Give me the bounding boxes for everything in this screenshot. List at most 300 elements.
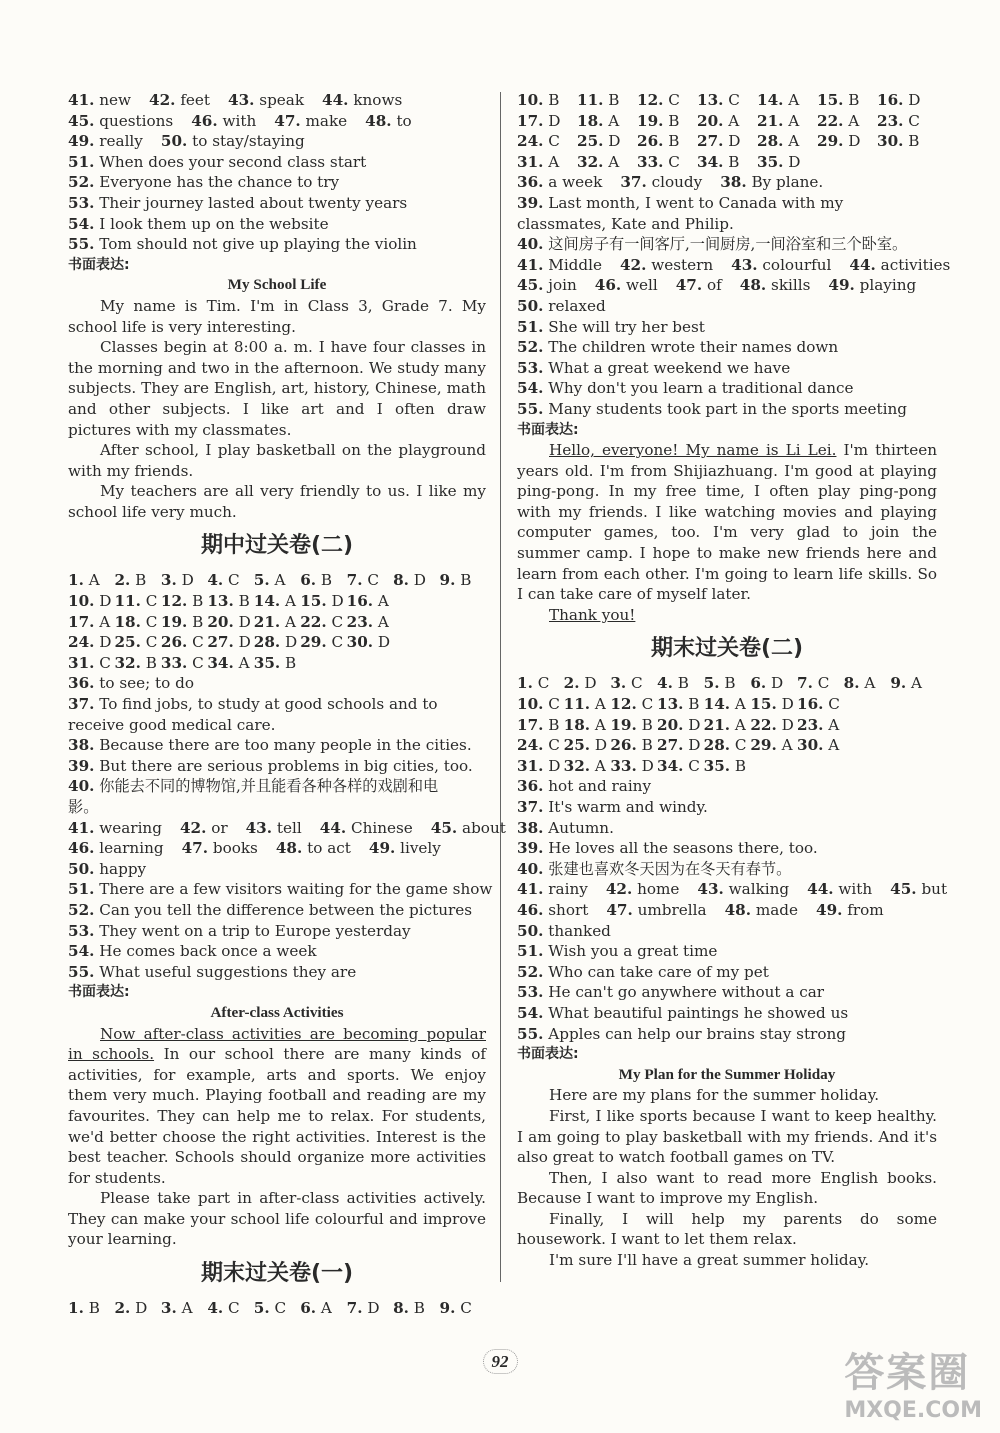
- question-number: 2.: [563, 674, 580, 693]
- answer-item: [517, 194, 843, 233]
- question-number: 17.: [517, 111, 544, 130]
- question-number: 38.: [68, 736, 95, 755]
- answer-item: [365, 112, 412, 130]
- question-number: 9.: [439, 571, 456, 590]
- choice-letter: C: [631, 674, 643, 693]
- choice-letter: C: [734, 736, 747, 755]
- essay-text: In our school there are many kinds of activities, for example, arts and sports. We enjoy them very much. Playing football and reading are my favourites. They can help me to relax. For students, we'd better choose the right activities. Interest is the best teacher. Schools should organize more activities for students.: [68, 1045, 486, 1187]
- answer-text: The children wrote their names down: [548, 338, 839, 357]
- question-number: 45.: [890, 880, 917, 899]
- answer-text: happy: [99, 859, 147, 878]
- question-number: 43.: [731, 255, 758, 274]
- mc-answer: [564, 694, 611, 715]
- question-number: 30.: [797, 736, 824, 755]
- question-number: 45.: [430, 818, 458, 837]
- mc-empty-cell: [890, 735, 937, 756]
- question-number: 34.: [207, 653, 234, 672]
- essay-closing: [517, 605, 937, 626]
- answer-text: to: [396, 111, 412, 130]
- essay-title: My Plan for the Summer Holiday: [618, 1065, 836, 1083]
- choice-letter: B: [734, 756, 747, 775]
- choice-letter: C: [828, 695, 840, 714]
- answer-line: [68, 152, 486, 173]
- mc-answer: [517, 131, 577, 152]
- choice-letter: A: [848, 111, 860, 130]
- mc-answers-final-2: [517, 673, 937, 776]
- answer-item: [890, 880, 947, 898]
- mc-empty-cell: [890, 694, 937, 715]
- left-answers-block1: [68, 90, 486, 255]
- mc-answer: [68, 1298, 114, 1319]
- choice-letter: C: [641, 695, 654, 714]
- question-number: 24.: [517, 132, 544, 151]
- answer-item: [68, 173, 339, 191]
- question-number: 22.: [750, 715, 777, 734]
- answer-item: [68, 736, 472, 754]
- question-number: 53.: [68, 193, 95, 212]
- question-number: 42.: [179, 818, 207, 837]
- question-number: 40.: [517, 859, 544, 878]
- mc-answer: [347, 632, 393, 653]
- mc-answer: [517, 694, 564, 715]
- answer-item: [517, 1025, 846, 1043]
- question-number: 38.: [720, 173, 747, 192]
- answer-text: questions: [99, 111, 174, 130]
- choice-letter: A: [548, 152, 560, 171]
- answer-text: Tom should not give up playing the violin: [99, 235, 417, 254]
- choice-letter: B: [688, 695, 700, 714]
- answer-item: [68, 91, 131, 109]
- mc-answer: [161, 612, 207, 633]
- question-number: 46.: [191, 111, 218, 130]
- mc-empty-cell: [393, 632, 439, 653]
- answer-line: [517, 296, 937, 317]
- choice-letter: B: [724, 674, 736, 693]
- mc-answer: [797, 694, 844, 715]
- question-number: 21.: [253, 612, 281, 631]
- mc-empty-cell: [347, 653, 393, 674]
- choice-letter: D: [135, 1299, 148, 1318]
- choice-letter: D: [608, 132, 621, 151]
- mc-answer: [697, 131, 757, 152]
- mc-empty-cell: [440, 632, 486, 653]
- section-title-final-2: 期末过关卷(二): [650, 636, 804, 662]
- answer-text: She will try her best: [548, 317, 705, 336]
- question-number: 33.: [160, 653, 188, 672]
- answer-line: [68, 962, 486, 983]
- mc-answer: [254, 591, 300, 612]
- answer-text: umbrella: [637, 900, 707, 919]
- mc-answer: [517, 756, 564, 777]
- question-number: 44.: [807, 880, 834, 899]
- essay-after-class-activities: [68, 1003, 486, 1250]
- question-number: 36.: [517, 173, 544, 192]
- choice-letter: A: [285, 612, 296, 631]
- answer-text: What a great weekend we have: [548, 358, 791, 377]
- essay-title: My School Life: [227, 276, 327, 294]
- mc-answer: [114, 591, 160, 612]
- mc-empty-cell: [890, 715, 937, 736]
- question-number: 22.: [817, 111, 844, 130]
- question-number: 47.: [181, 839, 209, 858]
- question-number: 26.: [637, 132, 664, 151]
- question-number: 19.: [610, 715, 637, 734]
- choice-letter: B: [460, 571, 472, 590]
- answer-text: Apples can help our brains stay strong: [548, 1024, 846, 1043]
- answer-item: [68, 880, 492, 898]
- answer-text: rainy: [548, 880, 588, 899]
- question-number: 33.: [637, 152, 664, 171]
- answer-line: [68, 694, 486, 735]
- answer-text: What useful suggestions they are: [99, 962, 357, 981]
- answer-text: cloudy: [651, 173, 703, 192]
- question-number: 23.: [797, 715, 824, 734]
- answer-item: [149, 91, 210, 109]
- question-number: 9.: [439, 1299, 456, 1318]
- answer-text: By plane.: [751, 173, 824, 192]
- answer-item: [68, 963, 356, 981]
- choice-letter: D: [548, 111, 561, 130]
- answer-text: with: [222, 111, 257, 130]
- question-number: 21.: [757, 111, 784, 130]
- mc-answer: [757, 152, 817, 173]
- mc-empty-cell: [393, 612, 439, 633]
- choice-letter: A: [274, 571, 286, 590]
- question-number: 8.: [393, 1299, 409, 1318]
- question-number: 14.: [757, 91, 784, 109]
- choice-letter: C: [548, 695, 560, 714]
- choice-letter: D: [688, 736, 701, 755]
- essay-title: After-class Activities: [210, 1003, 344, 1021]
- choice-letter: A: [734, 695, 746, 714]
- mc-empty-cell: [844, 735, 891, 756]
- answer-text: It's warm and windy.: [548, 798, 708, 816]
- answer-text: home: [637, 880, 680, 899]
- answer-item: [720, 173, 823, 191]
- choice-letter: D: [377, 633, 391, 652]
- mc-answer: [610, 694, 657, 715]
- mc-answers-midterm-2: [68, 570, 486, 673]
- question-number: 52.: [68, 900, 95, 919]
- question-number: 10.: [517, 91, 544, 109]
- answer-line: [68, 90, 486, 111]
- mc-answer: [637, 90, 697, 111]
- essay-paragraph: Classes begin at 8:00 a. m. I have four classes in the morning and two in the afternoon. We study many subjects. They are English, art, history, Chinese, math and other subjects. I like art and I often draw pictures with my classmates.: [68, 338, 486, 439]
- answer-text: He comes back once a week: [99, 942, 317, 961]
- essay-paragraph: Here are my plans for the summer holiday.: [549, 1086, 880, 1105]
- essay-paragraph: First, I like sports because I want to keep healthy. I am going to play basketball with my friends. And it's also great to watch football games on TV.: [517, 1106, 937, 1167]
- answer-line: [517, 941, 937, 962]
- writing-label: 书面表达:: [68, 984, 130, 1001]
- question-number: 2.: [114, 1299, 131, 1318]
- choice-letter: C: [228, 571, 240, 590]
- choice-letter: D: [99, 592, 112, 611]
- answer-item: [849, 256, 950, 274]
- answer-line: [68, 172, 486, 193]
- question-number: 26.: [160, 633, 188, 652]
- choice-letter: B: [135, 571, 147, 590]
- question-number: 13.: [207, 592, 234, 611]
- answer-item: [68, 839, 164, 857]
- answer-item: [517, 963, 769, 981]
- question-number: 48.: [365, 111, 392, 130]
- question-number: 51.: [517, 942, 544, 961]
- question-number: 32.: [577, 152, 604, 171]
- question-number: 38.: [517, 818, 544, 837]
- answer-line: [517, 838, 937, 859]
- mc-answer: [564, 735, 611, 756]
- choice-letter: D: [99, 633, 112, 652]
- question-number: 24.: [517, 736, 544, 755]
- answer-text: Chinese: [350, 818, 413, 837]
- question-number: 24.: [68, 633, 95, 652]
- choice-letter: B: [641, 715, 653, 734]
- mc-answer: [750, 735, 797, 756]
- answer-text: He loves all the seasons there, too.: [548, 839, 818, 858]
- watermark: [844, 1341, 982, 1423]
- answer-line: [517, 797, 937, 818]
- question-number: 16.: [797, 695, 824, 714]
- question-number: 25.: [563, 736, 591, 755]
- question-number: 12.: [160, 592, 188, 611]
- answer-item: [191, 112, 256, 130]
- mc-empty-cell: [440, 653, 486, 674]
- answer-text: I look them up on the website: [99, 214, 329, 233]
- mc-answer: [704, 756, 751, 777]
- mc-answer: [577, 152, 637, 173]
- answer-item: [828, 276, 916, 294]
- mc-answer: [817, 111, 877, 132]
- question-number: 55.: [68, 962, 95, 981]
- choice-letter: A: [828, 715, 840, 734]
- answer-item: [620, 173, 702, 191]
- choice-letter: B: [413, 1299, 425, 1318]
- choice-letter: B: [608, 91, 620, 109]
- answer-text: Many students took part in the sports meeting: [548, 399, 907, 418]
- question-number: 29.: [817, 132, 844, 151]
- choice-letter: A: [781, 736, 793, 755]
- answer-item: [68, 777, 438, 816]
- answer-text: What beautiful paintings he showed us: [548, 1003, 849, 1022]
- choice-letter: C: [367, 571, 379, 590]
- question-number: 11.: [114, 592, 141, 611]
- question-number: 39.: [68, 756, 95, 775]
- answer-item: [68, 757, 473, 775]
- answer-line: [517, 172, 937, 193]
- question-number: 3.: [160, 571, 177, 590]
- question-number: 10.: [68, 592, 95, 611]
- answer-line: [517, 1003, 937, 1024]
- answer-item: [517, 901, 588, 919]
- answer-item: [517, 942, 717, 960]
- choice-letter: A: [608, 111, 620, 130]
- question-number: 43.: [245, 818, 273, 837]
- answer-item: [517, 983, 824, 1001]
- question-number: 43.: [697, 880, 724, 899]
- question-number: 20.: [697, 111, 724, 130]
- answer-text: new: [99, 91, 132, 109]
- choice-letter: C: [908, 111, 920, 130]
- question-number: 51.: [517, 317, 544, 336]
- question-number: 5.: [253, 1299, 270, 1318]
- choice-letter: A: [911, 674, 922, 693]
- question-number: 10.: [517, 695, 544, 714]
- mc-answer: [704, 715, 751, 736]
- mc-answer: [300, 1298, 346, 1319]
- answer-line: [517, 358, 937, 379]
- question-number: 17.: [68, 612, 95, 631]
- answer-item: [68, 819, 162, 837]
- answer-item: [246, 819, 302, 837]
- question-number: 45.: [517, 276, 544, 295]
- mc-answer: [697, 90, 757, 111]
- answer-item: [320, 819, 413, 837]
- answer-line: [517, 879, 948, 900]
- mc-answer: [114, 570, 160, 591]
- answer-text: 这间房子有一间客厅,一间厨房,一间浴室和三个卧室。: [548, 235, 908, 254]
- answer-text: To find jobs, to study at good schools and to receive good medical care.: [68, 695, 438, 734]
- question-number: 50.: [160, 132, 188, 151]
- answer-item: [276, 839, 351, 857]
- mc-answer: [517, 715, 564, 736]
- mc-answer: [657, 756, 704, 777]
- choice-letter: C: [668, 152, 680, 171]
- mc-answer: [68, 632, 114, 653]
- choice-letter: D: [728, 132, 741, 151]
- choice-letter: B: [677, 674, 689, 693]
- choice-letter: B: [908, 132, 920, 151]
- question-number: 54.: [517, 1003, 544, 1022]
- answer-line: [68, 879, 493, 900]
- question-number: 8.: [393, 571, 409, 590]
- question-number: 29.: [300, 633, 327, 652]
- answer-item: [68, 194, 407, 212]
- choice-letter: A: [88, 571, 100, 590]
- choice-letter: B: [192, 592, 204, 611]
- question-number: 39.: [517, 839, 544, 858]
- answer-item: [517, 400, 907, 418]
- mc-answer: [207, 591, 253, 612]
- answer-text: from: [847, 900, 884, 919]
- left-answers-block2: [68, 673, 506, 982]
- question-number: 4.: [657, 674, 673, 693]
- choice-letter: A: [377, 592, 389, 611]
- mc-answer: [817, 131, 877, 152]
- choice-letter: C: [728, 91, 740, 109]
- mc-answers-final-1: [68, 1298, 486, 1319]
- choice-letter: A: [99, 612, 111, 631]
- mc-answer: [577, 131, 637, 152]
- choice-letter: D: [238, 612, 251, 631]
- question-number: 23.: [877, 111, 904, 130]
- answer-text: Can you tell the difference between the pictures: [99, 900, 473, 919]
- question-number: 13.: [657, 695, 684, 714]
- question-number: 18.: [563, 715, 591, 734]
- page-number-text: 92: [483, 1349, 518, 1374]
- mc-answer: [254, 570, 300, 591]
- choice-letter: B: [238, 592, 250, 611]
- mc-answer: [610, 735, 657, 756]
- question-number: 27.: [207, 633, 234, 652]
- mc-answer: [564, 715, 611, 736]
- writing-label: 书面表达:: [517, 421, 579, 438]
- mc-answer: [114, 612, 160, 633]
- choice-letter: C: [460, 1299, 472, 1318]
- question-number: 20.: [207, 612, 234, 631]
- choice-letter: C: [668, 91, 680, 109]
- choice-letter: D: [367, 1299, 380, 1318]
- question-number: 28.: [253, 633, 281, 652]
- question-number: 48.: [724, 900, 751, 919]
- mc-answer: [657, 735, 704, 756]
- question-number: 34.: [697, 152, 724, 171]
- question-number: 53.: [68, 921, 95, 940]
- choice-letter: D: [781, 695, 794, 714]
- choice-letter: C: [817, 674, 830, 693]
- answer-item: [228, 91, 304, 109]
- left-column: [68, 90, 506, 1319]
- mc-answer: [517, 111, 577, 132]
- question-number: 49.: [828, 276, 855, 295]
- question-number: 44.: [319, 818, 347, 837]
- question-number: 14.: [703, 695, 731, 714]
- choice-letter: B: [668, 111, 680, 130]
- mc-answer: [517, 673, 564, 694]
- choice-letter: D: [181, 571, 194, 590]
- choice-letter: C: [548, 132, 560, 151]
- answer-item: [68, 901, 472, 919]
- answer-line: [517, 1024, 937, 1045]
- mc-answer: [797, 673, 844, 694]
- answer-item: [161, 132, 305, 150]
- question-number: 9.: [890, 674, 907, 693]
- answer-line: [68, 673, 486, 694]
- essay-paragraph: [68, 1024, 486, 1189]
- question-number: 1.: [68, 1299, 84, 1318]
- question-number: 42.: [605, 880, 633, 899]
- answer-text: wearing: [99, 818, 162, 837]
- essay-paragraph: Then, I also want to read more English books. Because I want to improve my English.: [517, 1168, 937, 1208]
- mc-answer: [517, 90, 577, 111]
- choice-letter: A: [788, 132, 800, 151]
- question-number: 42.: [149, 91, 176, 109]
- answer-line: [68, 756, 486, 777]
- answer-text: learning: [99, 839, 164, 858]
- question-number: 2.: [114, 571, 131, 590]
- mc-answer: [347, 612, 393, 633]
- watermark-url: MXQE.COM: [844, 1398, 982, 1423]
- question-number: 1.: [68, 571, 84, 590]
- answer-text: But there are serious problems in big cities, too.: [99, 756, 473, 775]
- question-number: 17.: [517, 715, 544, 734]
- answer-item: [180, 819, 228, 837]
- underlined-topic-sentence: Now after-class activities are becoming popular in schools.: [68, 1024, 486, 1064]
- question-number: 13.: [697, 91, 724, 109]
- answer-item: [725, 901, 798, 919]
- mc-answer: [254, 653, 300, 674]
- choice-letter: C: [145, 612, 158, 631]
- question-number: 51.: [68, 152, 95, 171]
- answer-item: [517, 860, 791, 878]
- essay-paragraph: My teachers are all very friendly to us. I like my school life very much.: [68, 482, 486, 521]
- question-number: 52.: [68, 173, 95, 192]
- question-number: 37.: [68, 695, 95, 714]
- answer-item: [517, 798, 708, 816]
- answer-text: lively: [400, 839, 441, 858]
- question-number: 36.: [517, 777, 544, 796]
- answer-item: [620, 256, 713, 274]
- question-number: 53.: [517, 983, 544, 1002]
